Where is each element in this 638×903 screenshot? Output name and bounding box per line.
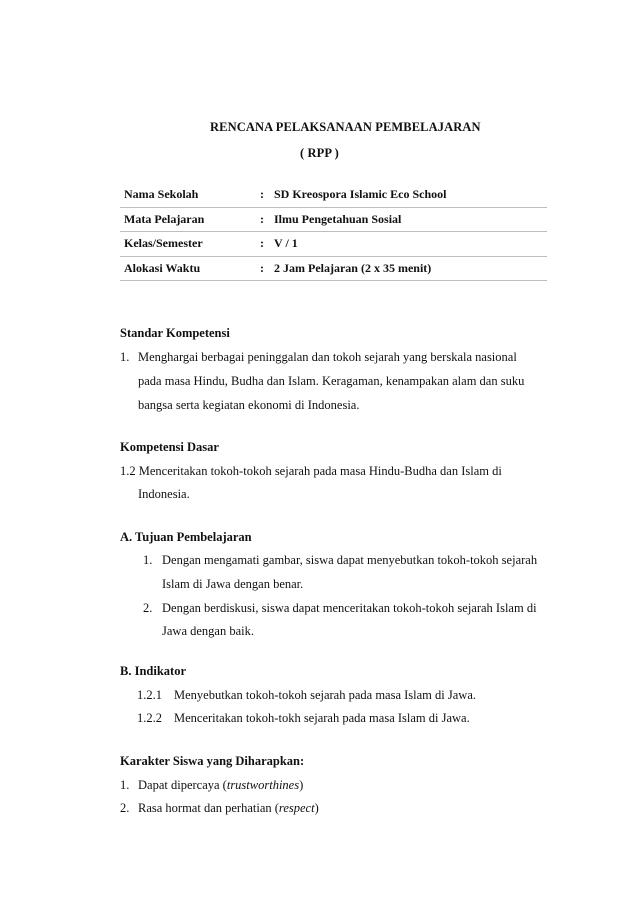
standar-line: bangsa serta kegiatan ekonomi di Indonesia. [138, 398, 360, 412]
info-value: V / 1 [274, 232, 547, 257]
karakter-text: Dapat dipercaya ( [138, 778, 227, 792]
info-colon: : [260, 207, 274, 232]
karakter-tail: ) [299, 778, 304, 792]
info-label: Kelas/Semester [120, 232, 260, 257]
info-value: SD Kreospora Islamic Eco School [274, 183, 547, 207]
tujuan-line: Jawa dengan baik. [162, 624, 254, 638]
info-colon: : [260, 232, 274, 257]
table-row [120, 232, 547, 257]
indikator-line: Menceritakan tokoh-tokh sejarah pada masa Islam di Jawa. [174, 711, 470, 725]
tujuan-heading: A. Tujuan Pembelajaran [120, 530, 252, 544]
kompetensi-line: 1.2 Menceritakan tokoh-tokoh sejarah pada masa Hindu-Budha dan Islam di [120, 464, 502, 478]
school-info-table [120, 183, 547, 281]
document-title: RENCANA PELAKSANAAN PEMBELAJARAN [210, 120, 481, 134]
list-number: 1. [143, 553, 153, 567]
kompetensi-dasar-heading: Kompetensi Dasar [120, 440, 219, 454]
karakter-term: respect [278, 801, 315, 815]
list-number: 2. [143, 601, 153, 615]
document-subtitle: ( RPP ) [300, 146, 339, 160]
karakter-line [138, 778, 303, 793]
table-row [120, 183, 547, 207]
karakter-term: trustworthines [226, 778, 300, 792]
standar-line: pada masa Hindu, Budha dan Islam. Keragaman, kenampakan alam dan suku [138, 374, 525, 388]
table-row [120, 256, 547, 281]
tujuan-line: Dengan mengamati gambar, siswa dapat menyebutkan tokoh-tokoh sejarah [162, 553, 538, 567]
info-label: Mata Pelajaran [120, 207, 260, 232]
tujuan-line: Islam di Jawa dengan benar. [162, 577, 304, 591]
karakter-text: Rasa hormat dan perhatian ( [138, 801, 279, 815]
info-label: Nama Sekolah [120, 183, 260, 207]
standar-kompetensi-heading: Standar Kompetensi [120, 326, 230, 340]
karakter-line [138, 801, 319, 816]
tujuan-line: Dengan berdiskusi, siswa dapat menceritakan tokoh-tokoh sejarah Islam di [162, 601, 537, 615]
list-number: 1. [120, 350, 130, 364]
karakter-tail: ) [314, 801, 319, 815]
list-number: 1. [120, 778, 130, 792]
info-label: Alokasi Waktu [120, 256, 260, 281]
standar-line: Menghargai berbagai peninggalan dan tokoh sejarah yang berskala nasional [138, 350, 517, 364]
karakter-heading: Karakter Siswa yang Diharapkan: [120, 754, 305, 768]
list-number: 1.2.1 [137, 688, 162, 702]
info-colon: : [260, 183, 274, 207]
indikator-heading: B. Indikator [120, 664, 186, 678]
list-number: 1.2.2 [137, 711, 162, 725]
info-value: Ilmu Pengetahuan Sosial [274, 207, 547, 232]
table-row [120, 207, 547, 232]
list-number: 2. [120, 801, 130, 815]
info-value: 2 Jam Pelajaran (2 x 35 menit) [274, 256, 547, 281]
indikator-line: Menyebutkan tokoh-tokoh sejarah pada masa Islam di Jawa. [174, 688, 476, 702]
info-colon: : [260, 256, 274, 281]
kompetensi-line: Indonesia. [138, 487, 190, 501]
